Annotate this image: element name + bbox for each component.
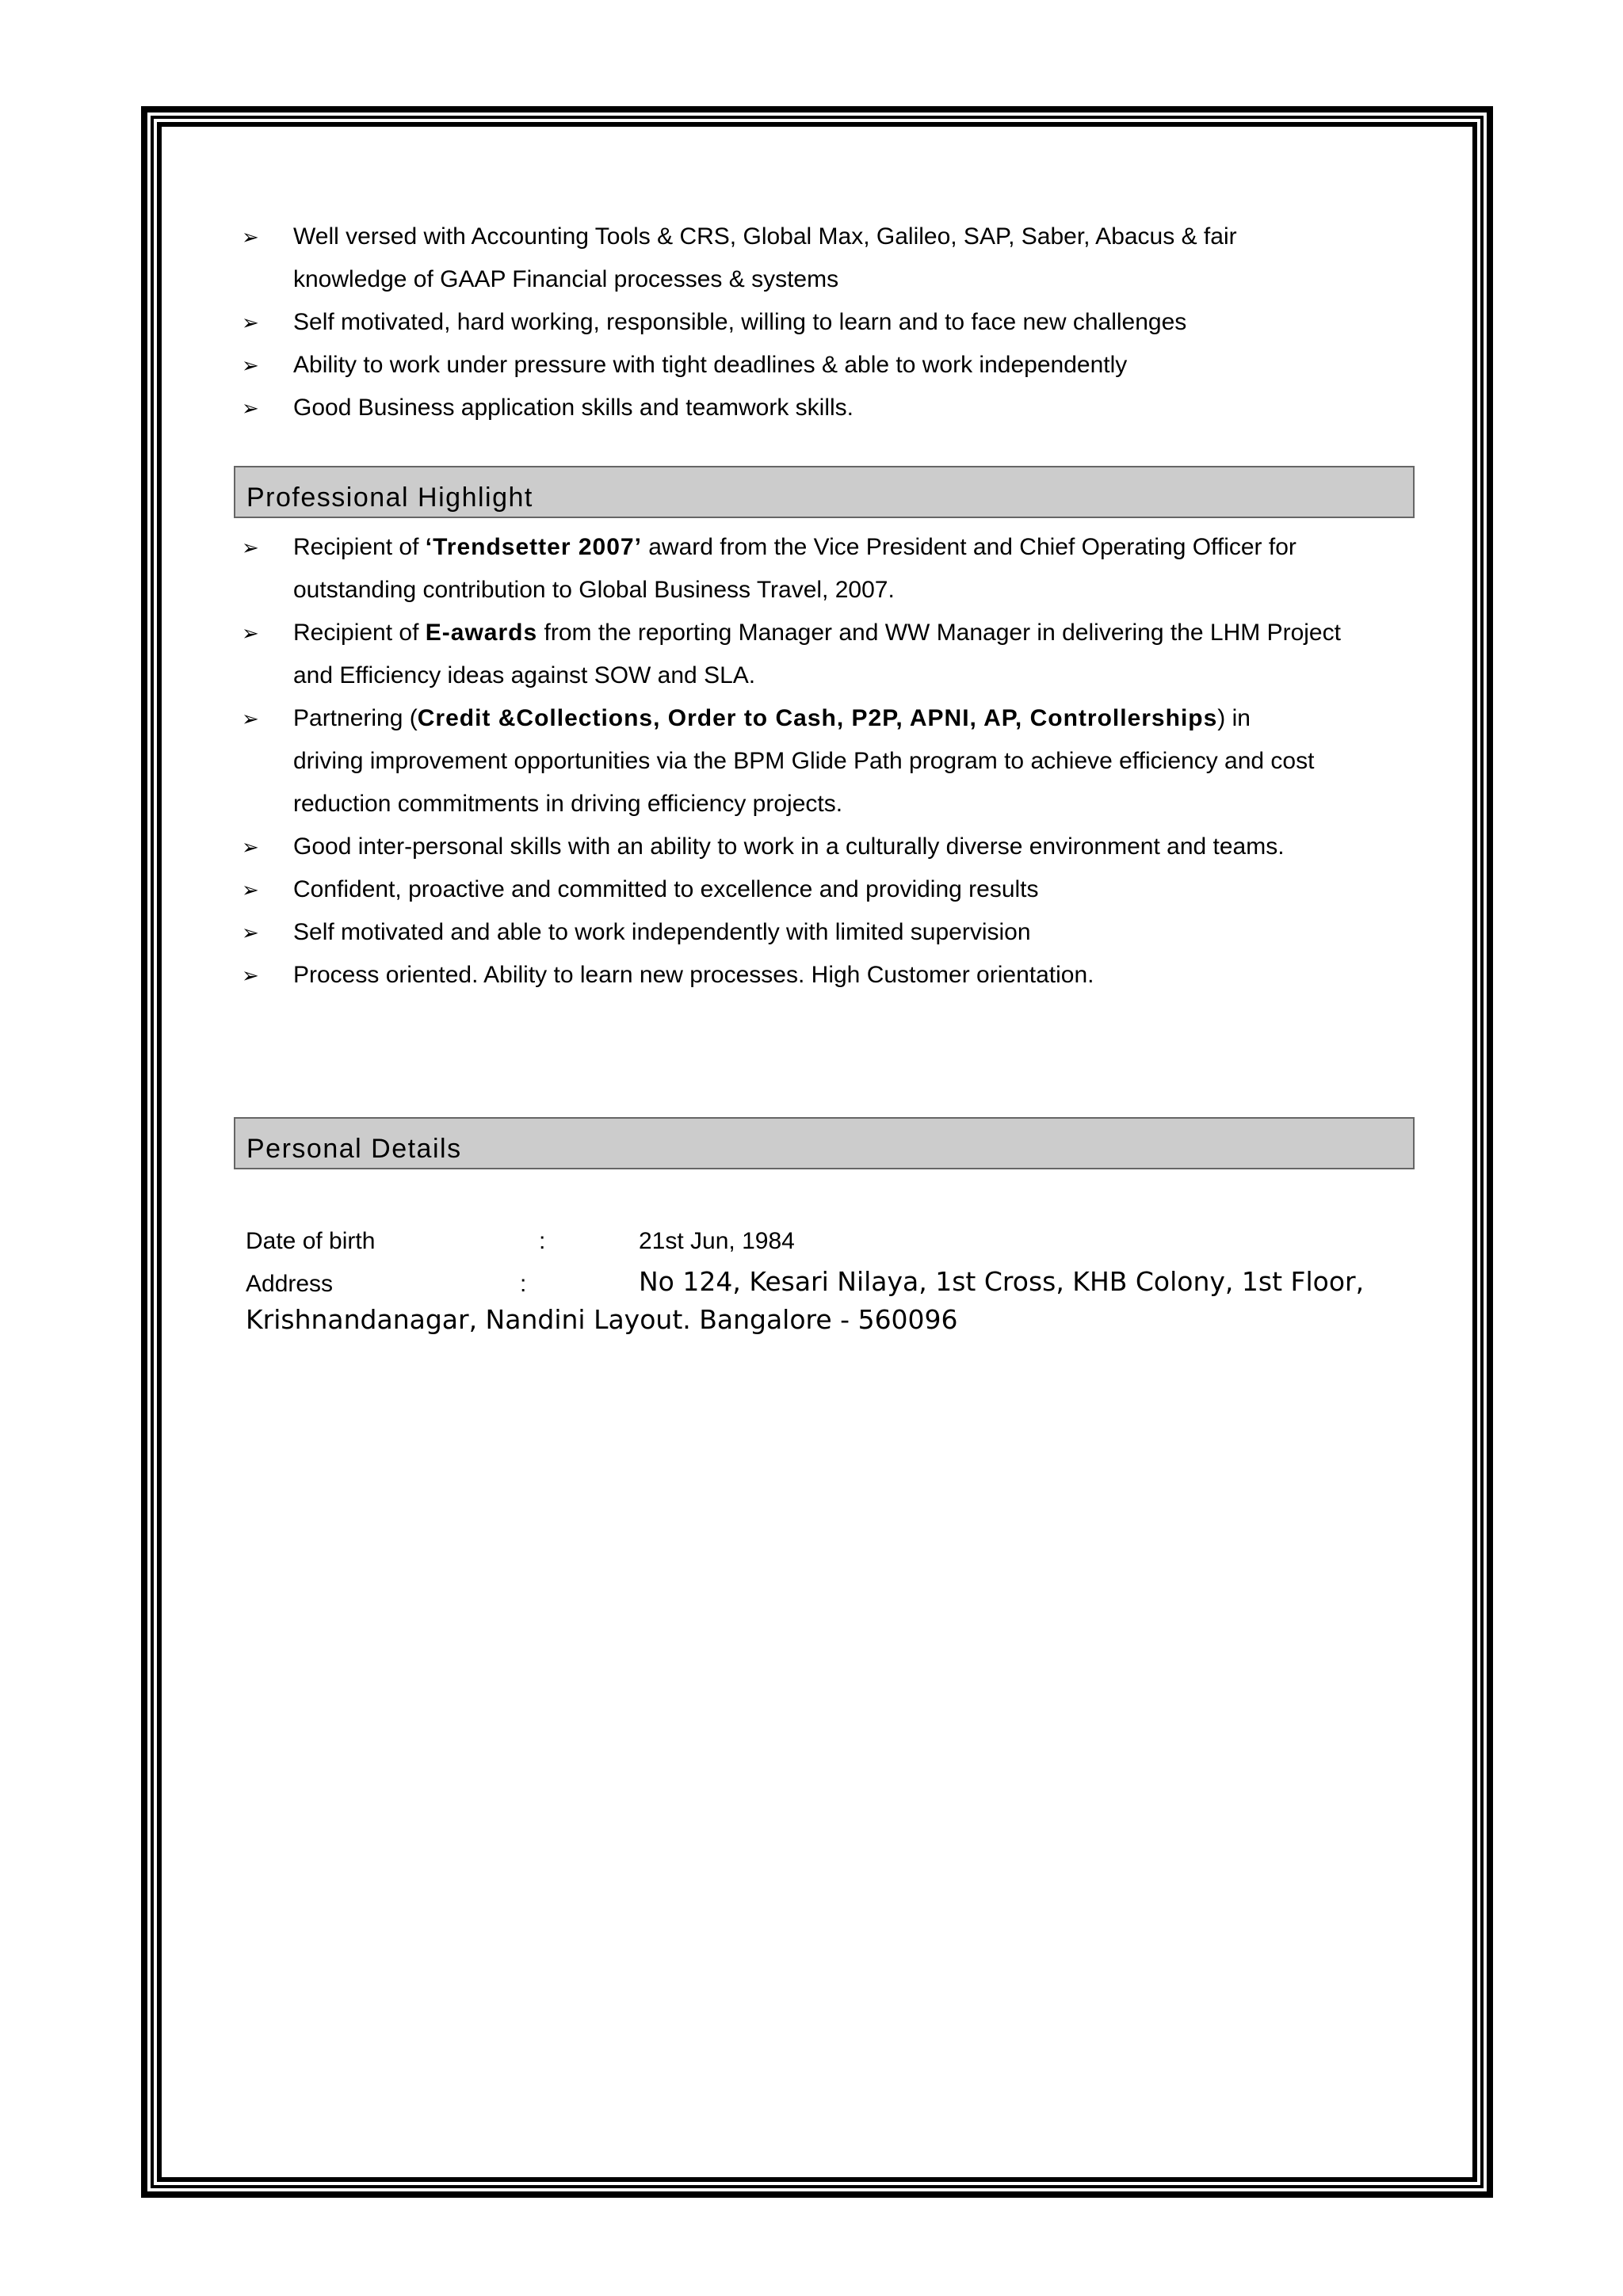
arrow-bullet-icon: ➢	[242, 963, 259, 987]
arrow-bullet-icon: ➢	[242, 707, 259, 730]
dob-colon: :	[539, 1228, 546, 1254]
highlight-text-continued: driving improvement opportunities via the BPM Glide Path program to achieve efficiency and cost	[293, 748, 1315, 774]
dob-label: Date of birth	[246, 1228, 376, 1254]
list-item	[242, 301, 1415, 344]
highlight-emphasis: Credit &Collections, Order to Cash, P2P, APNI, AP, Controllerships	[417, 705, 1218, 731]
section-header-personal-details	[234, 1117, 1415, 1169]
section-title: Personal Details	[246, 1134, 462, 1164]
highlight-text: Partnering (	[293, 705, 418, 731]
skill-text: Self motivated, hard working, responsible, willing to learn and to face new challenges	[293, 309, 1187, 335]
arrow-bullet-icon: ➢	[242, 878, 259, 902]
highlight-text: Confident, proactive and committed to excellence and providing results	[293, 876, 1039, 902]
dob-value: 21st Jun, 1984	[639, 1228, 795, 1254]
address-label: Address	[246, 1271, 334, 1297]
arrow-bullet-icon: ➢	[242, 225, 259, 249]
arrow-bullet-icon: ➢	[242, 396, 259, 420]
skill-text: Good Business application skills and teamwork skills.	[293, 395, 854, 421]
arrow-bullet-icon: ➢	[242, 621, 259, 645]
highlight-text: Recipient of	[293, 534, 426, 560]
list-item	[242, 868, 1415, 911]
arrow-bullet-icon: ➢	[242, 353, 259, 377]
arrow-bullet-icon: ➢	[242, 835, 259, 859]
highlight-emphasis: ‘Trendsetter 2007’	[425, 534, 642, 560]
list-item	[242, 954, 1415, 997]
arrow-bullet-icon: ➢	[242, 536, 259, 559]
arrow-bullet-icon: ➢	[242, 921, 259, 944]
highlight-text-continued: outstanding contribution to Global Business Travel, 2007.	[293, 577, 895, 603]
list-item	[242, 911, 1415, 954]
address-row	[246, 1266, 1365, 1298]
address-line-2: Krishnandanagar, Nandini Layout. Bangalore - 560096	[246, 1304, 958, 1335]
arrow-bullet-icon: ➢	[242, 311, 259, 334]
highlight-text-continued: and Efficiency ideas against SOW and SLA.	[293, 662, 756, 688]
highlight-text: ) in	[1217, 705, 1251, 731]
skill-text-continued: knowledge of GAAP Financial processes & systems	[293, 266, 839, 292]
highlight-text: Process oriented. Ability to learn new processes. High Customer orientation.	[293, 962, 1094, 988]
address-line-1: No 124, Kesari Nilaya, 1st Cross, KHB Colony, 1st Floor,	[639, 1266, 1365, 1297]
highlight-text: Recipient of	[293, 620, 426, 646]
highlights-list	[242, 526, 1415, 997]
list-item	[242, 215, 1415, 301]
list-item	[242, 612, 1415, 697]
highlight-text: award from the Vice President and Chief Operating Officer for	[641, 534, 1296, 560]
highlight-text: Self motivated and able to work independently with limited supervision	[293, 919, 1031, 945]
skill-text: Ability to work under pressure with tight deadlines & able to work independently	[293, 352, 1128, 378]
list-item	[242, 526, 1415, 612]
dob-row	[246, 1228, 795, 1255]
highlight-text-continued: reduction commitments in driving efficiency projects.	[293, 791, 843, 817]
highlight-text: from the reporting Manager and WW Manager in delivering the LHM Project	[537, 620, 1341, 646]
list-item	[242, 387, 1415, 429]
list-item	[242, 826, 1415, 868]
section-title: Professional Highlight	[246, 482, 533, 513]
list-item	[242, 697, 1415, 826]
highlight-emphasis: E-awards	[425, 620, 538, 646]
highlight-text: Good inter-personal skills with an ability to work in a culturally diverse environment and teams.	[293, 833, 1285, 860]
list-item	[242, 344, 1415, 387]
skills-list	[242, 215, 1415, 429]
skill-text: Well versed with Accounting Tools & CRS, Global Max, Galileo, SAP, Saber, Abacus & fair	[293, 223, 1237, 250]
section-header-professional-highlight	[234, 466, 1415, 518]
address-colon: :	[520, 1271, 527, 1297]
